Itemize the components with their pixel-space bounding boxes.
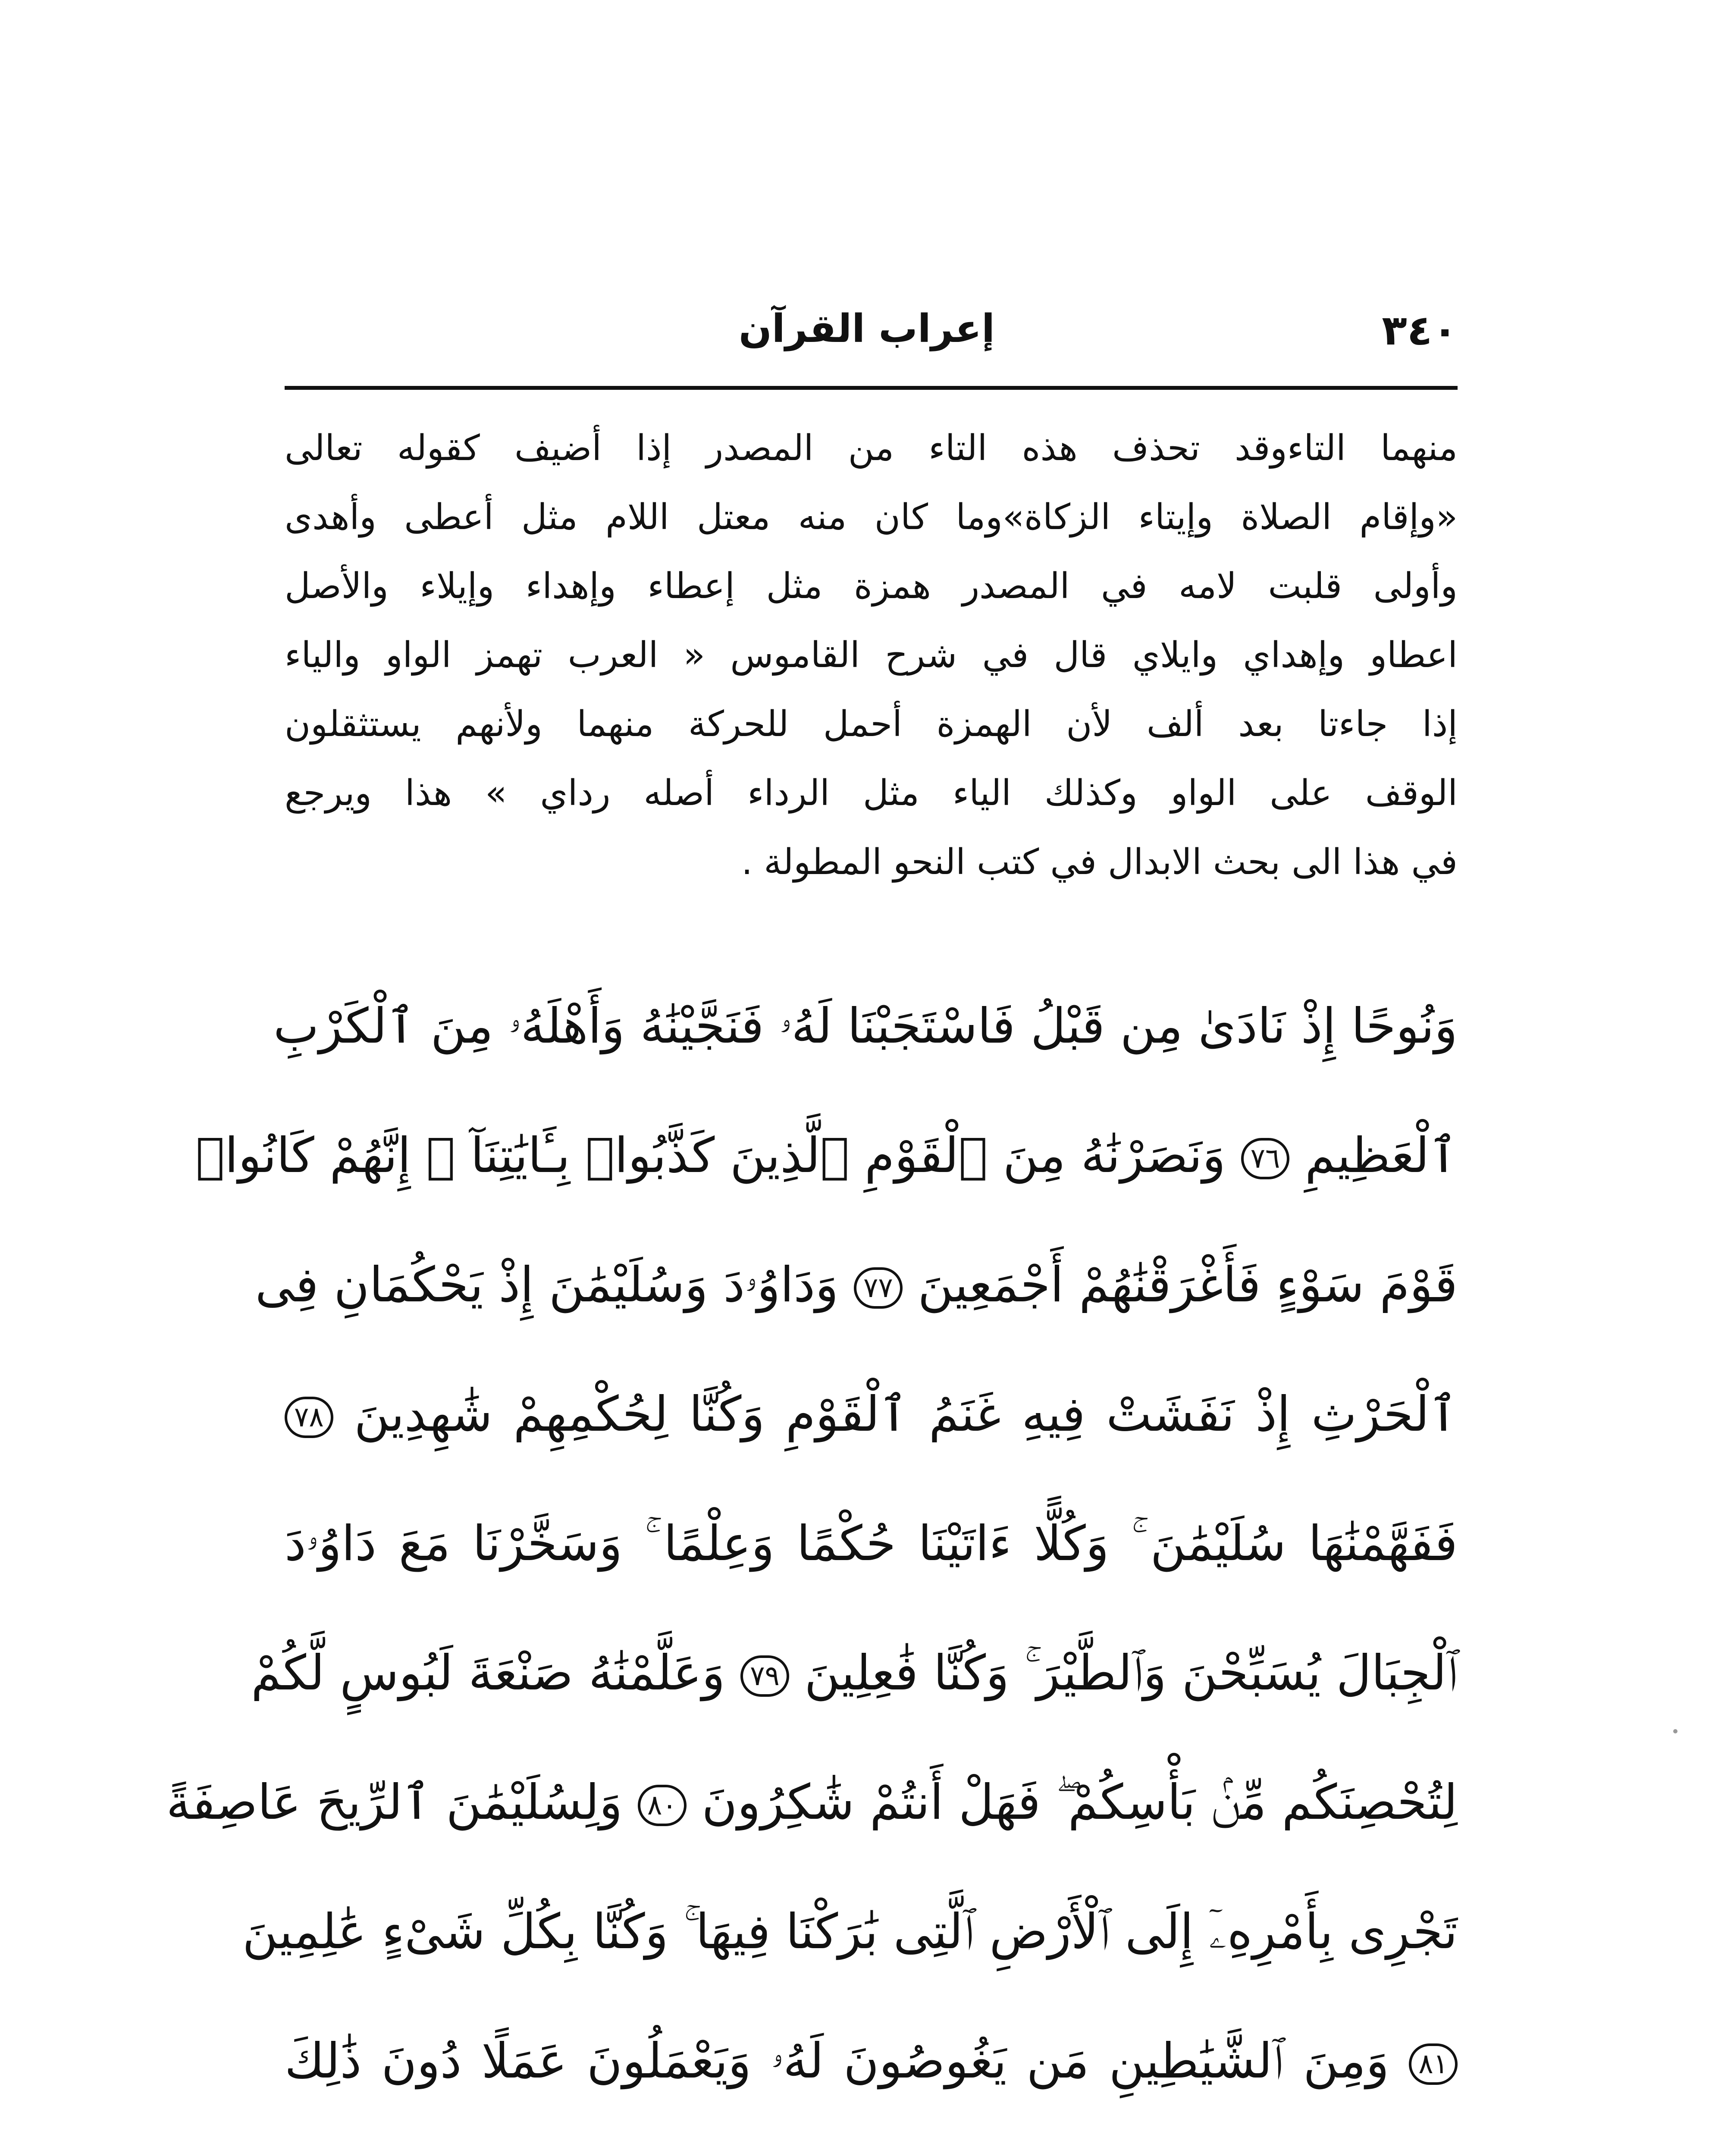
ayah-number-marker: ٧٦ — [1241, 1138, 1290, 1179]
quran-line — [285, 1479, 1458, 1608]
verse-text: وَلِسُلَيْمَٰنَ ٱلرِّيحَ عَاصِفَةً — [166, 1774, 623, 1830]
commentary-block — [285, 414, 1458, 897]
commentary-line: الوقف على الواو وكذلك الياء مثل الرداء أصله رداي » هذا ويرجع — [285, 773, 1458, 814]
ayah-number-marker: ٧٩ — [740, 1655, 789, 1697]
quran-block — [166, 962, 1458, 2156]
quran-line — [242, 1867, 1458, 1996]
verse-text: ٱلْجِبَالَ يُسَبِّحْنَ وَٱلطَّيْرَ ۚ وَكُنَّا فَٰعِلِينَ — [804, 1645, 1458, 1701]
ayah-number-marker: ٧٧ — [854, 1267, 903, 1309]
commentary-line: منهما التاءوقد تحذف هذه التاء من المصدر إذا أضيف كقوله تعالى — [285, 428, 1458, 469]
commentary-line: إذا جاءتا بعد ألف لأن الهمزة أحمل للحركة منهما ولأنهم يستثقلون — [285, 704, 1458, 745]
quran-line — [166, 1738, 1458, 1867]
scan-speck — [1673, 1729, 1678, 1733]
ayah-number-marker: ٧٨ — [285, 1397, 333, 1438]
quran-line — [251, 1608, 1458, 1738]
verse-text: وَنَصَرْنَٰهُ مِنَ ٱلْقَوْمِ ٱلَّذِينَ كَذَّبُوا۟ بِـَٔايَٰتِنَآ ۚ إِنَّهُمْ كَانُوا۟ — [195, 1128, 1226, 1184]
verse-text: فَفَهَّمْنَٰهَا سُلَيْمَٰنَ ۚ وَكُلًّا ءَاتَيْنَا حُكْمًا وَعِلْمًا ۚ وَسَخَّرْنَا مَعَ دَاوُۥدَ — [285, 1516, 1458, 1572]
verse-text: وَدَاوُۥدَ وَسُلَيْمَٰنَ إِذْ يَحْكُمَانِ فِى — [255, 1257, 839, 1313]
page-header — [285, 298, 1458, 375]
verse-text: ٱلْعَظِيمِ — [1305, 1128, 1458, 1184]
header-rule — [285, 386, 1458, 390]
book-title: إعراب القرآن — [738, 306, 995, 351]
quran-line — [285, 1350, 1458, 1479]
commentary-line: اعطاو وإهداي وايلاي قال في شرح القاموس « العرب تهمز الواو والياء — [285, 635, 1458, 676]
quran-line — [285, 1996, 1458, 2126]
verse-text: وَمِنَ ٱلشَّيَٰطِينِ مَن يَغُوصُونَ لَهُۥ وَيَعْمَلُونَ عَمَلًا دُونَ ذَٰلِكَ — [285, 2033, 1389, 2089]
quran-line — [195, 1091, 1458, 1220]
ayah-number-marker: ٨١ — [1409, 2043, 1458, 2085]
page-number: ٣٤٠ — [1382, 306, 1458, 354]
quran-line — [285, 2126, 1458, 2156]
verse-text: وَنُوحًا إِذْ نَادَىٰ مِن قَبْلُ فَاسْتَجَبْنَا لَهُۥ فَنَجَّيْنَٰهُ وَأَهْلَهُۥ مِنَ ٱلْكَرْبِ — [273, 998, 1458, 1054]
verse-text: ٱلْحَرْثِ إِذْ نَفَشَتْ فِيهِ غَنَمُ ٱلْقَوْمِ وَكُنَّا لِحُكْمِهِمْ شَٰهِدِينَ — [354, 1386, 1458, 1442]
quran-line — [273, 962, 1458, 1091]
verse-text: وَعَلَّمْنَٰهُ صَنْعَةَ لَبُوسٍ لَّكُمْ — [251, 1645, 725, 1701]
commentary-line: في هذا الى بحث الابدال في كتب النحو المطولة . — [741, 842, 1458, 883]
commentary-line: «وإقام الصلاة وإيتاء الزكاة»وما كان منه معتل اللام مثل أعطى وأهدى — [285, 497, 1458, 538]
verse-text: تَجْرِى بِأَمْرِهِۦٓ إِلَى ٱلْأَرْضِ ٱلَّتِى بَٰرَكْنَا فِيهَا ۚ وَكُنَّا بِكُلِّ شَىْءٍ عَٰلِمِينَ — [242, 1904, 1458, 1960]
verse-text: قَوْمَ سَوْءٍ فَأَغْرَقْنَٰهُمْ أَجْمَعِينَ — [918, 1257, 1458, 1313]
ayah-number-marker: ٨٠ — [638, 1785, 687, 1826]
quran-line — [255, 1220, 1458, 1350]
verse-text: لِتُحْصِنَكُم مِّنۢ بَأْسِكُمْ ۖ فَهَلْ أَنتُمْ شَٰكِرُونَ — [702, 1774, 1458, 1830]
commentary-line: وأولى قلبت لامه في المصدر همزة مثل إعطاء وإهداء وإيلاء والأصل — [285, 566, 1458, 607]
